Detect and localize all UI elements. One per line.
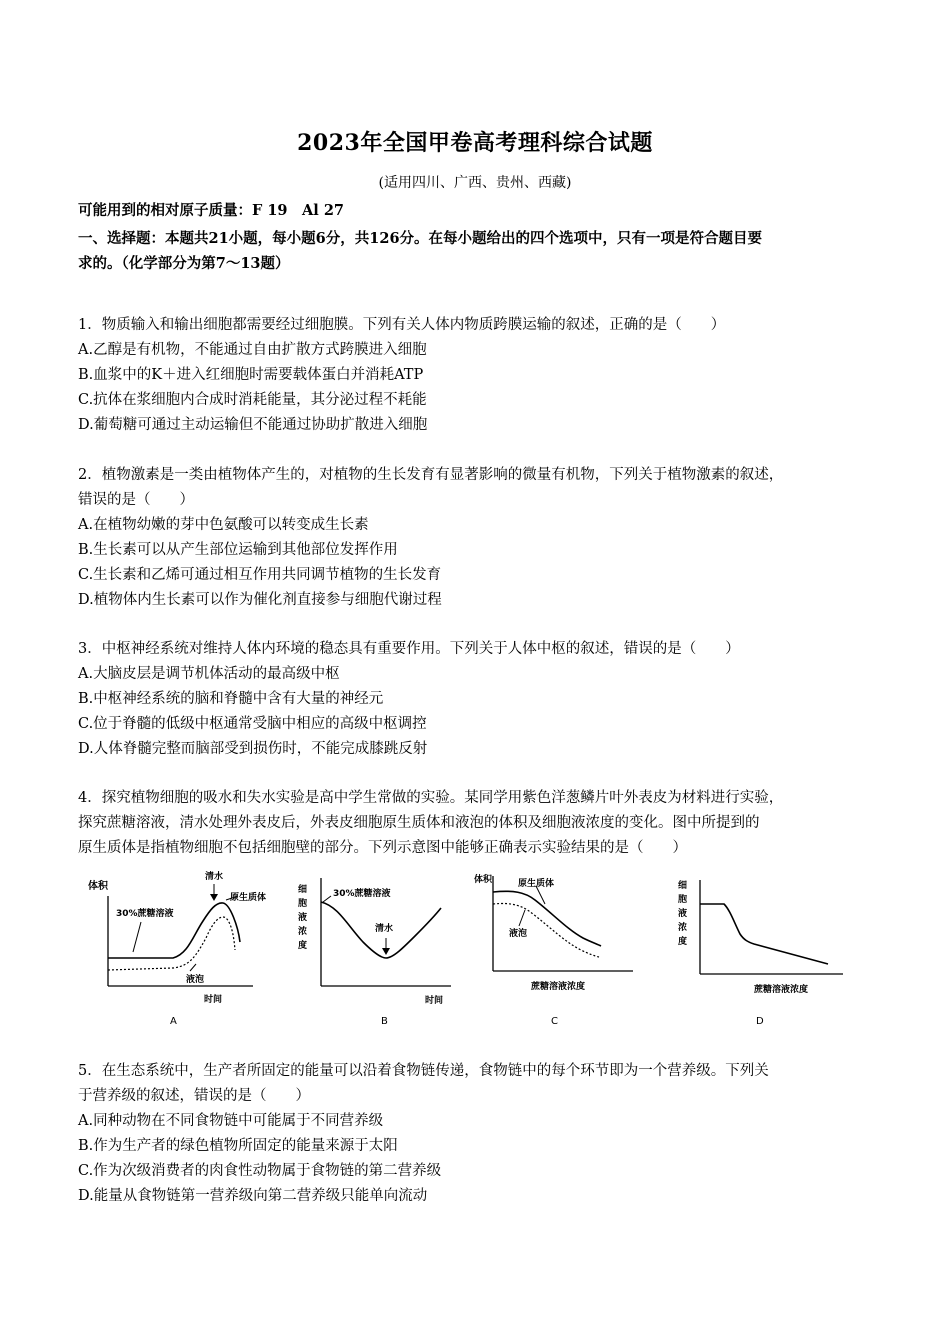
option-b: B.中枢神经系统的脑和脊髓中含有大量的神经元 — [78, 691, 384, 707]
question-stem: 探究蔗糖溶液，清水处理外表皮后，外表皮细胞原生质体和液泡的体积及细胞液浓度的变化。图中所提到的 — [78, 815, 760, 831]
y-label-4: 浓 — [298, 927, 308, 937]
y-label-5: 度 — [678, 937, 688, 947]
figure-label: D — [756, 1016, 764, 1027]
figure-label: B — [381, 1016, 388, 1027]
question-stem: 1．物质输入和输出细胞都需要经过细胞膜。下列有关人体内物质跨膜运输的叙述，正确的是（ ） — [78, 317, 726, 333]
y-label-3: 液 — [298, 913, 308, 923]
y-label-2: 胞 — [678, 895, 688, 905]
figure-d-plot — [668, 866, 848, 1031]
figure-b — [283, 866, 463, 1031]
question-3 — [78, 637, 878, 762]
arrowhead — [382, 948, 390, 955]
y-label-3: 液 — [678, 909, 688, 919]
question-stem: 3．中枢神经系统对维持人体内环境的稳态具有重要作用。下列关于人体中枢的叙述，错误的是（ ） — [78, 641, 740, 657]
question-1 — [78, 313, 878, 438]
sucrose-label: 30%蔗糖溶液 — [116, 909, 174, 919]
vacuole-pointer — [190, 964, 196, 971]
water-label: 清水 — [375, 924, 394, 934]
sucrose-pointer — [133, 922, 141, 952]
option-a: A.乙醇是有机物，不能通过自由扩散方式跨膜进入细胞 — [78, 342, 427, 358]
option-d: D.植物体内生长素可以作为催化剂直接参与细胞代谢过程 — [78, 592, 442, 608]
option-b: B.血浆中的K＋进入红细胞时需要载体蛋白并消耗ATP — [78, 367, 424, 383]
option-c: C.位于脊髓的低级中枢通常受脑中相应的高级中枢调控 — [78, 716, 427, 732]
x-label: 时间 — [204, 995, 223, 1005]
vacuole-curve — [108, 917, 235, 970]
vacuole-label: 液泡 — [186, 975, 205, 985]
vacuole-pointer — [519, 910, 525, 926]
question-stem: 2．植物激素是一类由植物体产生的，对植物的生长发育有显著影响的微量有机物，下列关于植物激素的叙述， — [78, 467, 784, 483]
option-a: A.同种动物在不同食物链中可能属于不同营养级 — [78, 1113, 384, 1129]
figure-c-plot — [473, 866, 643, 1031]
question-4 — [78, 786, 878, 861]
x-label: 蔗糖溶液浓度 — [754, 985, 809, 995]
figure-a-plot — [78, 866, 268, 1031]
question-4-figures — [78, 866, 858, 1036]
water-label: 清水 — [205, 872, 224, 882]
y-label-5: 度 — [298, 941, 308, 951]
option-c: C.抗体在浆细胞内合成时消耗能量，其分泌过程不耗能 — [78, 392, 427, 408]
question-stem: 错误的是（ ） — [78, 492, 194, 508]
figure-b-plot — [283, 866, 463, 1031]
question-5 — [78, 1059, 878, 1209]
y-label-1: 细 — [298, 885, 308, 895]
sucrose-label: 30%蔗糖溶液 — [333, 889, 391, 899]
page-title: 2023年全国甲卷高考理科综合试题 — [297, 130, 653, 156]
x-label: 蔗糖溶液浓度 — [531, 982, 586, 992]
option-d: D.葡萄糖可通过主动运输但不能通过协助扩散进入细胞 — [78, 417, 428, 433]
option-a: A.大脑皮层是调节机体活动的最高级中枢 — [78, 666, 340, 682]
option-c: C.生长素和乙烯可通过相互作用共同调节植物的生长发育 — [78, 567, 442, 583]
y-label-4: 浓 — [678, 923, 688, 933]
arrowhead — [210, 894, 218, 901]
y-label: 体积 — [474, 875, 493, 885]
protoplast-label: 原生质体 — [230, 893, 267, 903]
option-b: B.生长素可以从产生部位运输到其他部位发挥作用 — [78, 542, 398, 558]
protoplast-label: 原生质体 — [518, 879, 555, 889]
vacuole-label: 液泡 — [509, 929, 528, 939]
figure-label: C — [551, 1016, 558, 1027]
y-label-1: 细 — [678, 881, 688, 891]
option-b: B.作为生产者的绿色植物所固定的能量来源于太阳 — [78, 1138, 398, 1154]
figure-c — [473, 866, 643, 1031]
y-label: 体积 — [88, 881, 108, 892]
option-c: C.作为次级消费者的肉食性动物属于食物链的第二营养级 — [78, 1163, 442, 1179]
sucrose-pointer — [323, 896, 331, 902]
section-heading: 一、选择题：本题共21小题，每小题6分，共126分。在每小题给出的四个选项中，只有一项是符合题目要 求的。（化学部分为第7～13题） — [78, 230, 763, 272]
question-2 — [78, 463, 878, 613]
y-label-2: 胞 — [298, 899, 308, 909]
question-stem: 5．在生态系统中，生产者所固定的能量可以沿着食物链传递，食物链中的每个环节即为一个营养级。下列关 — [78, 1063, 769, 1079]
figure-label: A — [170, 1016, 177, 1027]
atomic-mass-note: 可能用到的相对原子质量：F 19 Al 27 — [78, 202, 345, 219]
option-d: D.能量从食物链第一营养级向第二营养级只能单向流动 — [78, 1188, 428, 1204]
page-subtitle: (适用四川、广西、贵州、西藏) — [378, 175, 572, 191]
question-stem: 原生质体是指植物细胞不包括细胞壁的部分。下列示意图中能够正确表示实验结果的是（ ） — [78, 840, 687, 856]
figure-d — [668, 866, 848, 1031]
option-d: D.人体脊髓完整而脑部受到损伤时，不能完成膝跳反射 — [78, 741, 428, 757]
question-stem: 4．探究植物细胞的吸水和失水实验是高中学生常做的实验。某同学用紫色洋葱鳞片叶外表皮为材料进行实验， — [78, 790, 784, 806]
question-stem: 于营养级的叙述，错误的是（ ） — [78, 1088, 310, 1104]
concentration-curve — [700, 904, 828, 964]
figure-a — [78, 866, 268, 1031]
x-label: 时间 — [425, 996, 444, 1006]
option-a: A.在植物幼嫩的芽中色氨酸可以转变成生长素 — [78, 517, 369, 533]
